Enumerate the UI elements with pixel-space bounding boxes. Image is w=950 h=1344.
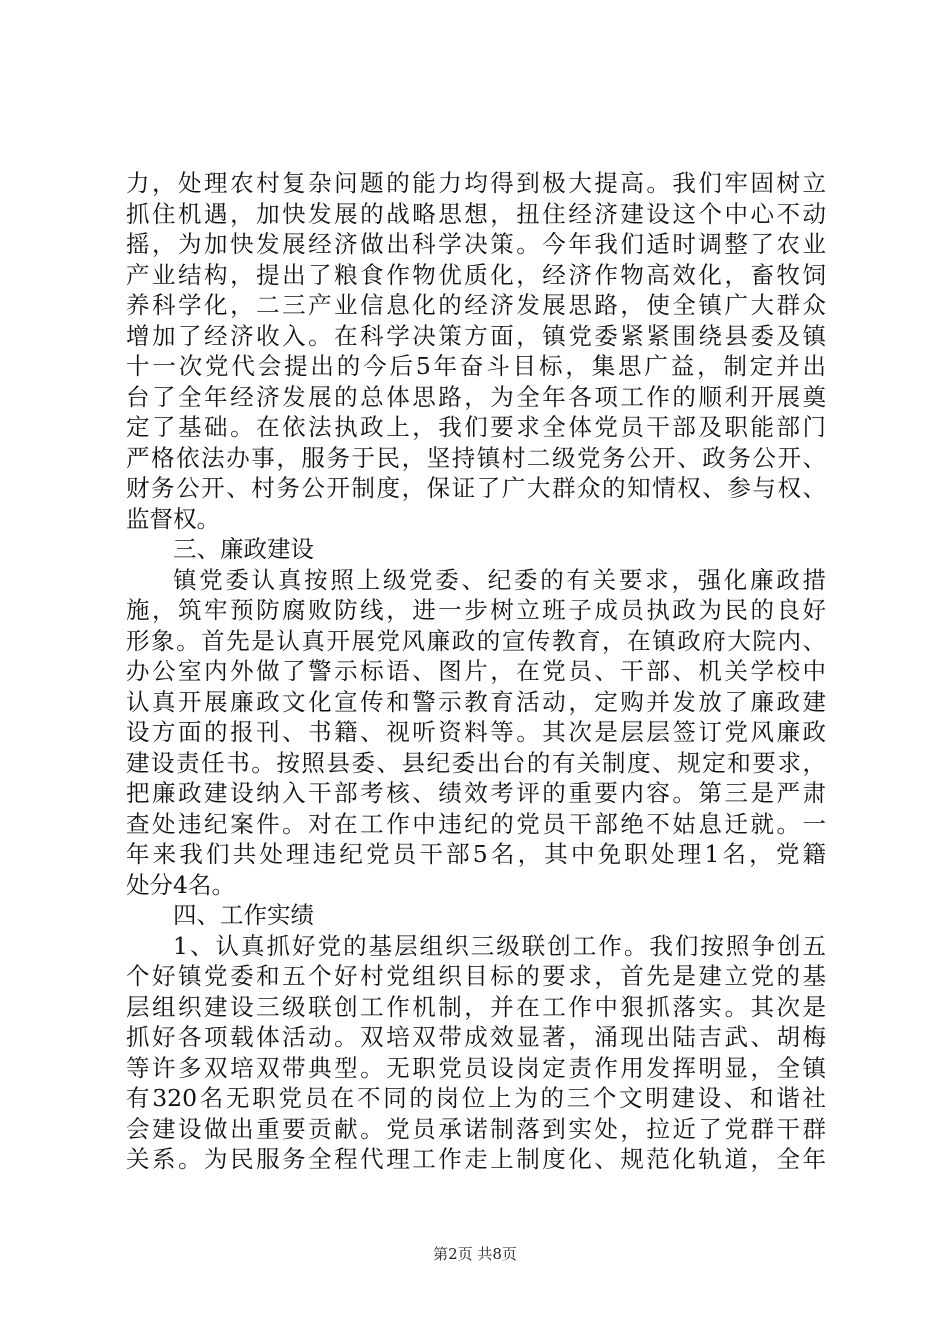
text-line: 十一次党代会提出的今后5年奋斗目标，集思广益，制定并出 <box>126 352 826 380</box>
text-line: 抓好各项载体活动。双培双带成效显著，涌现出陆吉武、胡梅 <box>126 1023 826 1051</box>
text-line: 定了基础。在依法执政上，我们要求全体党员干部及职能部门 <box>126 413 826 441</box>
text-line: 力，处理农村复杂问题的能力均得到极大提高。我们牢固树立 <box>126 169 826 197</box>
text-line: 把廉政建设纳入干部考核、绩效考评的重要内容。第三是严肃 <box>126 779 826 807</box>
text-line: 增加了经济收入。在科学决策方面，镇党委紧紧围绕县委及镇 <box>126 321 826 350</box>
text-line: 摇，为加快发展经济做出科学决策。今年我们适时调整了农业 <box>126 230 826 258</box>
text-line: 监督权。 <box>126 504 220 533</box>
text-line: 年来我们共处理违纪党员干部5名，其中免职处理1名，党籍 <box>126 840 826 868</box>
text-line: 施，筑牢预防腐败防线，进一步树立班子成员执政为民的良好 <box>126 596 826 624</box>
text-line: 有320名无职党员在不同的岗位上为的三个文明建设、和谐社 <box>126 1084 826 1112</box>
body-text <box>126 168 826 1175</box>
section-heading: 三、廉政建设 <box>173 535 314 563</box>
text-line: 处分4名。 <box>126 870 235 899</box>
section-heading: 四、工作实绩 <box>173 901 314 929</box>
text-line: 个好镇党委和五个好村党组织目标的要求，首先是建立党的基 <box>126 962 826 990</box>
text-line: 养科学化，二三产业信息化的经济发展思路，使全镇广大群众 <box>126 291 826 319</box>
text-line: 产业结构，提出了粮食作物优质化，经济作物高效化，畜牧饲 <box>126 260 826 289</box>
text-line: 会建设做出重要贡献。党员承诺制落到实处，拉近了党群干群 <box>126 1114 826 1143</box>
text-line: 财务公开、村务公开制度，保证了广大群众的知情权、参与权、 <box>126 474 826 502</box>
text-line: 建设责任书。按照县委、县纪委出台的有关制度、规定和要求， <box>126 748 826 777</box>
text-line: 认真开展廉政文化宣传和警示教育活动，定购并发放了廉政建 <box>126 687 826 716</box>
text-line: 严格依法办事，服务于民，坚持镇村二级党务公开、政务公开、 <box>126 443 826 472</box>
text-line: 层组织建设三级联创工作机制，并在工作中狠抓落实。其次是 <box>126 992 826 1021</box>
text-line: 形象。首先是认真开展党风廉政的宣传教育，在镇政府大院内、 <box>126 626 826 655</box>
text-line: 1、认真抓好党的基层组织三级联创工作。我们按照争创五 <box>173 931 826 960</box>
text-line: 关系。为民服务全程代理工作走上制度化、规范化轨道，全年 <box>126 1145 826 1173</box>
text-line: 查处违纪案件。对在工作中违纪的党员干部绝不姑息迁就。一 <box>126 809 826 838</box>
text-line: 办公室内外做了警示标语、图片，在党员、干部、机关学校中 <box>126 657 826 685</box>
text-line: 台了全年经济发展的总体思路，为全年各项工作的顺利开展奠 <box>126 382 826 411</box>
text-line: 设方面的报刊、书籍、视听资料等。其次是层层签订党风廉政 <box>126 718 826 746</box>
text-line: 镇党委认真按照上级党委、纪委的有关要求，强化廉政措 <box>173 565 826 594</box>
text-line: 抓住机遇，加快发展的战略思想，扭住经济建设这个中心不动 <box>126 199 826 228</box>
page-footer: 第2页 共8页 <box>433 1245 517 1263</box>
text-line: 等许多双培双带典型。无职党员设岗定责作用发挥明显，全镇 <box>126 1053 826 1082</box>
